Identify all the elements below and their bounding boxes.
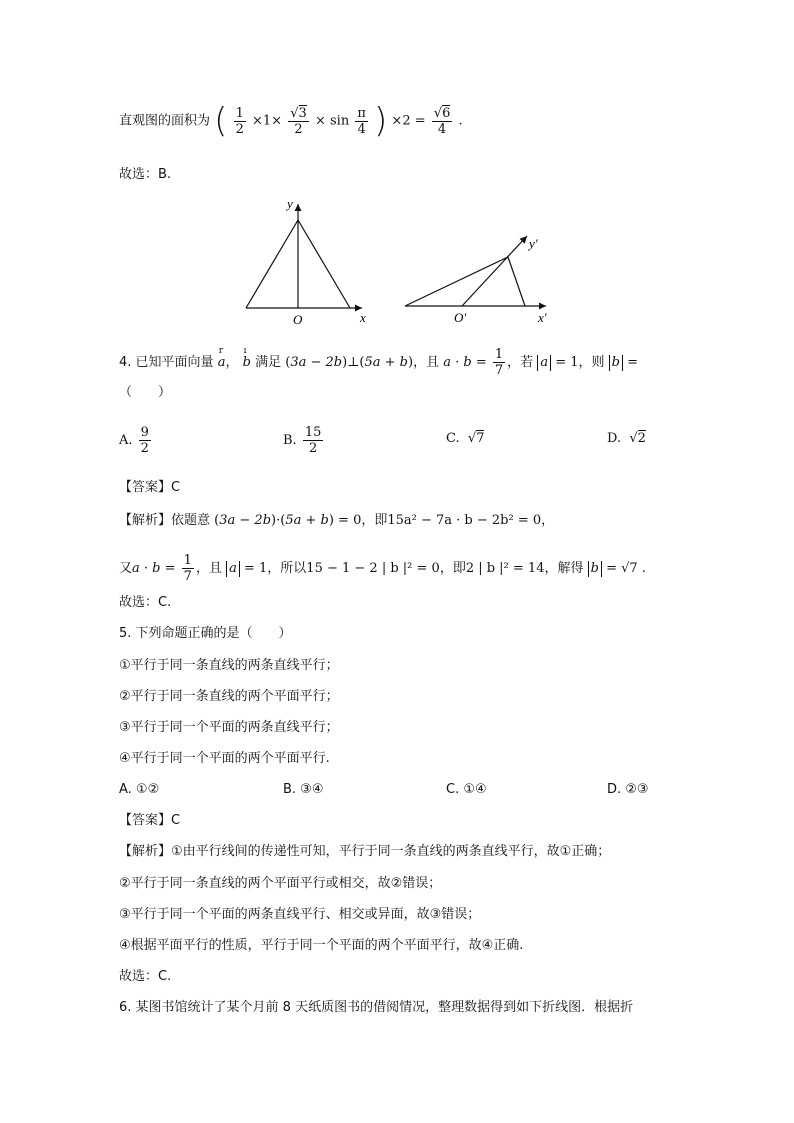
- frac-sqrt3-half: $\frac{√3}{2}$: [290, 105, 307, 137]
- q6-stem: 6. 某图书馆统计了某个月前 8 天纸质图书的借阅情况，整理数据得到如下折线图．根据折: [119, 1000, 634, 1015]
- frac-pi-quarter: $\frac{\pi}{4}$: [357, 105, 366, 137]
- q5-analysis-2: ②平行于同一条直线的两个平面平行或相交，故②错误；: [119, 876, 442, 891]
- q5-option-d: D. ②③: [607, 782, 649, 797]
- right-paren: ): [374, 101, 388, 141]
- q5-choice: 故选：C.: [119, 969, 172, 984]
- right-y-label: y′: [529, 236, 538, 251]
- q4-option-a: A. $\frac{9}{2}$: [119, 425, 149, 456]
- right-triangle: [405, 257, 525, 306]
- abs-a: a: [537, 355, 551, 371]
- left-y-label: y: [287, 196, 293, 211]
- q5-analysis-1: 【解析】①由平行线间的传递性可知，平行于同一条直线的两条直线平行，故①正确；: [119, 844, 611, 859]
- q5-statement-3: ③平行于同一个平面的两条直线平行；: [119, 720, 339, 735]
- q5-statement-2: ②平行于同一条直线的两个平面平行；: [119, 689, 339, 704]
- right-y-axis: [462, 236, 527, 306]
- left-x-label: x: [360, 310, 366, 325]
- q4-option-b: B. $\frac{15}{2}$: [283, 425, 322, 456]
- frac-one-seventh: $\frac{1}{7}$: [494, 347, 504, 378]
- q5-stem: 5. 下列命题正确的是（ ）: [119, 626, 292, 641]
- q5-statement-1: ①平行于同一条直线的两条直线平行；: [119, 658, 339, 673]
- q4-stem: 4. 已知平面向量 r a， ı b 满足 (3a − 2b)⊥(5a + b)，且 a · b = $\frac{1}{7}$ ，若 a = 1，则 b =: [119, 348, 638, 377]
- expr-5a-b: 5a + b: [364, 355, 408, 370]
- q3-choice: 故选：B.: [119, 167, 172, 182]
- q5-answer: 【答案】C: [119, 813, 181, 828]
- q5-analysis-3: ③平行于同一个平面的两条直线平行、相交或异面，故③错误；: [119, 907, 481, 922]
- right-origin-label: O′: [454, 310, 467, 325]
- expr-3a-2b: 3a − 2b: [290, 355, 343, 370]
- left-origin-label: O: [293, 312, 303, 327]
- vector-a: r a: [218, 356, 226, 369]
- area-formula-line: 直观图的面积为 ( $\frac{1}{2}$ ×1× $\frac{√3}{2}$ × sin $\frac{\pi}{4}$ ) ×2 = $\frac{√6}{4}$ .: [119, 101, 463, 141]
- q4-choice: 故选：C.: [119, 595, 172, 610]
- q5-option-c: C. ①④: [446, 782, 487, 797]
- q5-option-a: A. ①②: [119, 782, 160, 797]
- abs-b: b: [609, 355, 623, 371]
- q4-option-d: D. √2: [607, 431, 646, 446]
- q5-option-b: B. ③④: [283, 782, 324, 797]
- triangle-figure: [0, 190, 794, 330]
- q5-statement-4: ④平行于同一个平面的两个平面平行.: [119, 751, 330, 766]
- q4-answer: 【答案】C: [119, 480, 181, 495]
- right-x-label: x′: [538, 310, 547, 325]
- left-paren: (: [214, 101, 228, 141]
- q5-analysis-4: ④根据平面平行的性质，平行于同一个平面的两个平面平行，故④正确.: [119, 938, 524, 953]
- q4-analysis-1: 【解析】依题意 (3a − 2b)·(5a + b) = 0，即15a² − 7a · b − 2b² = 0，: [119, 513, 555, 528]
- vector-b: ı b: [243, 356, 251, 369]
- q4-option-c: C. √7: [446, 431, 485, 446]
- q4-blank: （ ）: [119, 385, 172, 400]
- q4-analysis-2: 又a · b = $\frac{1}{7}$ ，且 a = 1，所以15 − 1 − 2 | b |² = 0，即2 | b |² = 14，解得 b = √7 .: [119, 553, 646, 584]
- frac-half: $\frac{1}{2}$: [235, 105, 244, 137]
- area-label: 直观图的面积为: [119, 113, 211, 129]
- dot-product: a · b =: [443, 355, 487, 370]
- frac-sqrt6-quarter: $\frac{√6}{4}$: [433, 105, 451, 137]
